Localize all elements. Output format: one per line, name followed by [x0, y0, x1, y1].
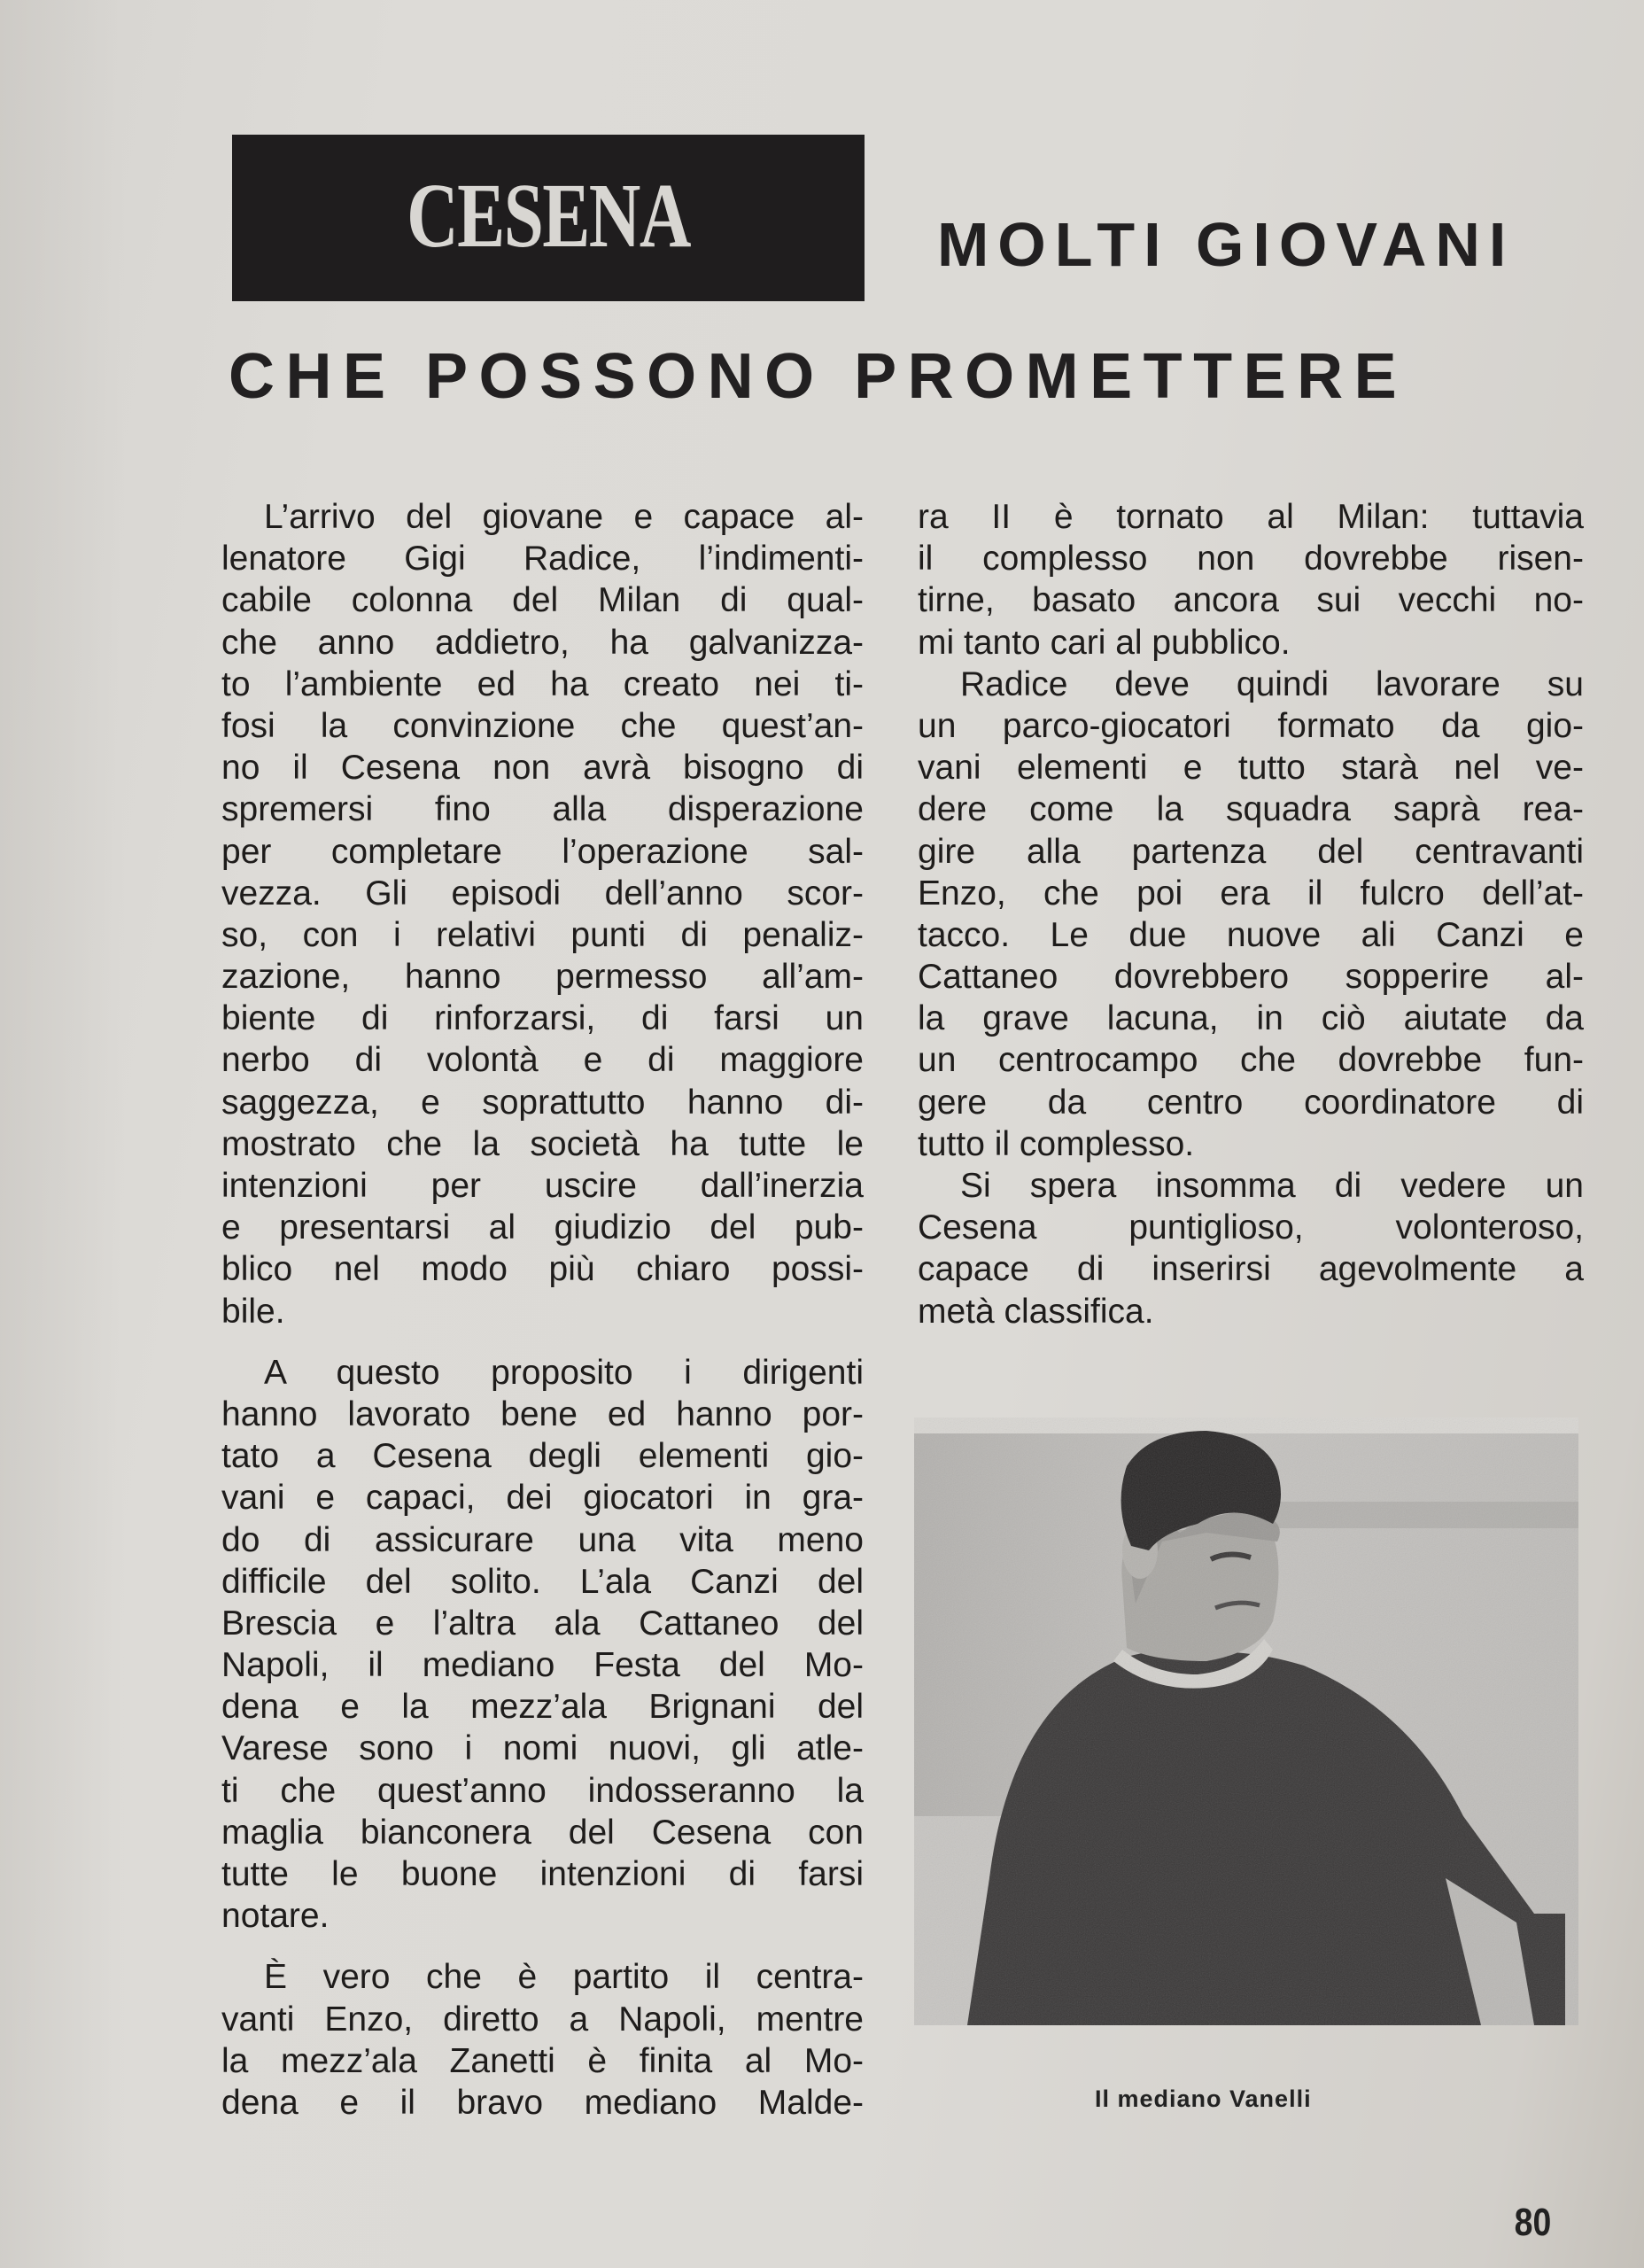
article-line: blico nel modo più chiaro possi-	[221, 1250, 864, 1289]
article-line: tutto il complesso.	[918, 1124, 1195, 1163]
article-line: bile.	[221, 1292, 285, 1331]
article-line: lenatore Gigi Radice, l’indimenti-	[221, 540, 864, 579]
photo-caption: Il mediano Vanelli	[1095, 2085, 1312, 2112]
article-line: dena e la mezz’ala Brignani del	[221, 1688, 864, 1727]
article-line: dena e il bravo mediano Malde-	[221, 2083, 864, 2122]
article-line: vanti Enzo, diretto a Napoli, mentre	[221, 2000, 864, 2039]
article-line: nerbo di volontà e di maggiore	[221, 1041, 864, 1080]
article-line: e presentarsi al giudizio del pub-	[221, 1208, 864, 1247]
article-line: do di assicurare una vita meno	[221, 1520, 864, 1559]
article-column-left	[221, 496, 864, 2124]
article-line: Cesena puntiglioso, volonteroso,	[918, 1208, 1584, 1247]
article-line: Napoli, il mediano Festa del Mo-	[221, 1646, 864, 1685]
article-line: no il Cesena non avrà bisogno di	[221, 749, 864, 788]
section-title: CESENA	[407, 165, 690, 267]
article-line: tutte le buone intenzioni di farsi	[221, 1855, 864, 1893]
article-line: vani e capaci, dei giocatori in gra-	[221, 1479, 864, 1518]
article-line: maglia bianconera del Cesena con	[221, 1813, 864, 1852]
page-number: 80	[1514, 2201, 1552, 2244]
article-line: ti che quest’anno indosseranno la	[221, 1771, 864, 1810]
article-line: L’arrivo del giovane e capace al-	[264, 498, 864, 536]
headline-line-1: MOLTI GIOVANI	[937, 210, 1516, 279]
article-line: Brescia e l’altra ala Cattaneo del	[221, 1604, 864, 1643]
article-line: mi tanto cari al pubblico.	[918, 623, 1291, 662]
article-line: Varese sono i nomi nuovi, gli atle-	[221, 1729, 864, 1768]
article-line: Cattaneo dovrebbero sopperire al-	[918, 958, 1584, 997]
article-column-right	[918, 496, 1584, 1332]
article-line: tato a Cesena degli elementi gio-	[221, 1437, 864, 1476]
headline-line-2: CHE POSSONO PROMETTERE	[229, 341, 1408, 412]
article-line: so, con i relativi punti di penaliz-	[221, 915, 864, 954]
article-line: hanno lavorato bene ed hanno por-	[221, 1394, 864, 1433]
article-line: il complesso non dovrebbe risen-	[918, 540, 1584, 579]
article-line: cabile colonna del Milan di qual-	[221, 581, 864, 620]
article-line: un parco-giocatori formato da gio-	[918, 706, 1584, 745]
article-line: la mezz’ala Zanetti è finita al Mo-	[221, 2041, 864, 2080]
article-line: spremersi fino alla disperazione	[221, 790, 864, 829]
article-line: gire alla partenza del centravanti	[918, 832, 1584, 871]
article-line: Radice deve quindi lavorare su	[960, 664, 1584, 703]
article-line: ra II è tornato al Milan: tuttavia	[918, 498, 1584, 536]
article-line: tacco. Le due nuove ali Canzi e	[918, 915, 1584, 954]
article-line: la grave lacuna, in ciò aiutate da	[918, 999, 1584, 1038]
article-line: gere da centro coordinatore di	[918, 1083, 1584, 1122]
player-photo	[914, 1418, 1578, 2025]
article-line: È vero che è partito il centra-	[264, 1958, 864, 1997]
article-line: A questo proposito i dirigenti	[264, 1353, 864, 1392]
article-line: notare.	[221, 1897, 330, 1936]
article-line: Enzo, che poi era il fulcro dell’at-	[918, 874, 1584, 913]
article-line: vezza. Gli episodi dell’anno scor-	[221, 874, 864, 913]
article-line: metà classifica.	[918, 1292, 1154, 1331]
article-line: Si spera insomma di vedere un	[960, 1167, 1584, 1205]
article-line: difficile del solito. L’ala Canzi del	[221, 1562, 864, 1601]
paragraph-gap	[221, 1332, 864, 1352]
article-line: zazione, hanno permesso all’am-	[221, 958, 864, 997]
article-line: saggezza, e soprattutto hanno di-	[221, 1083, 864, 1122]
article-line: un centrocampo che dovrebbe fun-	[918, 1041, 1584, 1080]
article-line: che anno addietro, ha galvanizza-	[221, 623, 864, 662]
article-line: per completare l’operazione sal-	[221, 832, 864, 871]
paragraph-gap	[221, 1937, 864, 1956]
article-line: dere come la squadra saprà rea-	[918, 790, 1584, 829]
article-line: biente di rinforzarsi, di farsi un	[221, 999, 864, 1038]
player-portrait-illustration	[914, 1418, 1578, 2025]
article-line: fosi la convinzione che quest’an-	[221, 706, 864, 745]
article-line: to l’ambiente ed ha creato nei ti-	[221, 664, 864, 703]
article-line: intenzioni per uscire dall’inerzia	[221, 1167, 864, 1205]
article-line: vani elementi e tutto starà nel ve-	[918, 749, 1584, 788]
article-line: tirne, basato ancora sui vecchi no-	[918, 581, 1584, 620]
section-banner	[232, 135, 865, 301]
article-line: capace di inserirsi agevolmente a	[918, 1250, 1584, 1289]
article-line: mostrato che la società ha tutte le	[221, 1124, 864, 1163]
